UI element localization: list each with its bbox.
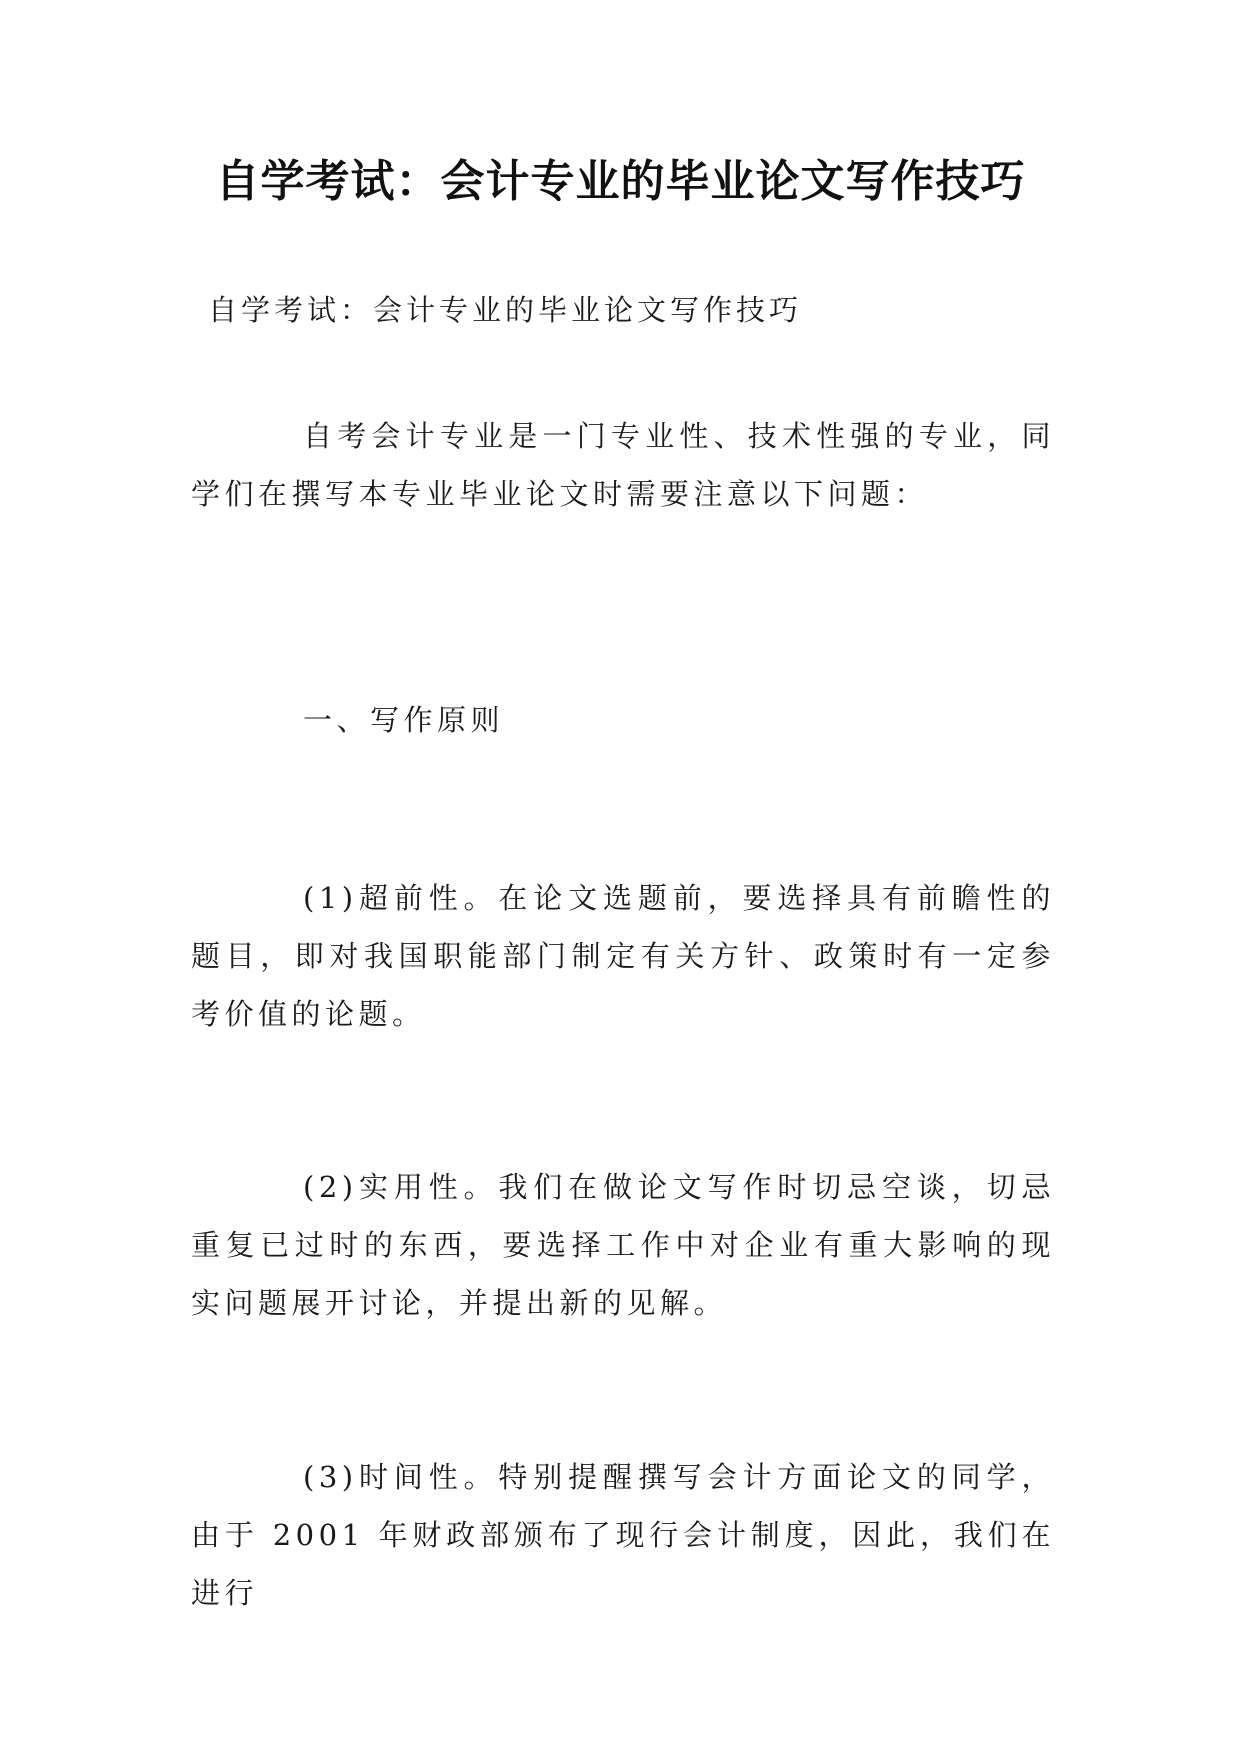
- principle-paragraph-2: (2)实用性。我们在做论文写作时切忌空谈，切忌重复已过时的东西，要选择工作中对企业有重大影响的现实问题展开讨论，并提出新的见解。: [191, 1170, 1055, 1320]
- intro-paragraph: 自考会计专业是一门专业性、技术性强的专业，同学们在撰写本专业毕业论文时需要注意以下问题：: [191, 419, 1055, 511]
- document-title: 自学考试：会计专业的毕业论文写作技巧: [215, 156, 1026, 207]
- principle-paragraph-3: (3)时间性。特别提醒撰写会计方面论文的同学，由于 2001 年财政部颁布了现行会计制度，因此，我们在进行: [191, 1460, 1055, 1610]
- section-heading: 一、写作原则: [303, 703, 505, 737]
- document-subtitle: 自学考试：会计专业的毕业论文写作技巧: [208, 293, 803, 327]
- principle-paragraph-1: (1)超前性。在论文选题前，要选择具有前瞻性的题目，即对我国职能部门制定有关方针、政策时有一定参考价值的论题。: [191, 881, 1055, 1031]
